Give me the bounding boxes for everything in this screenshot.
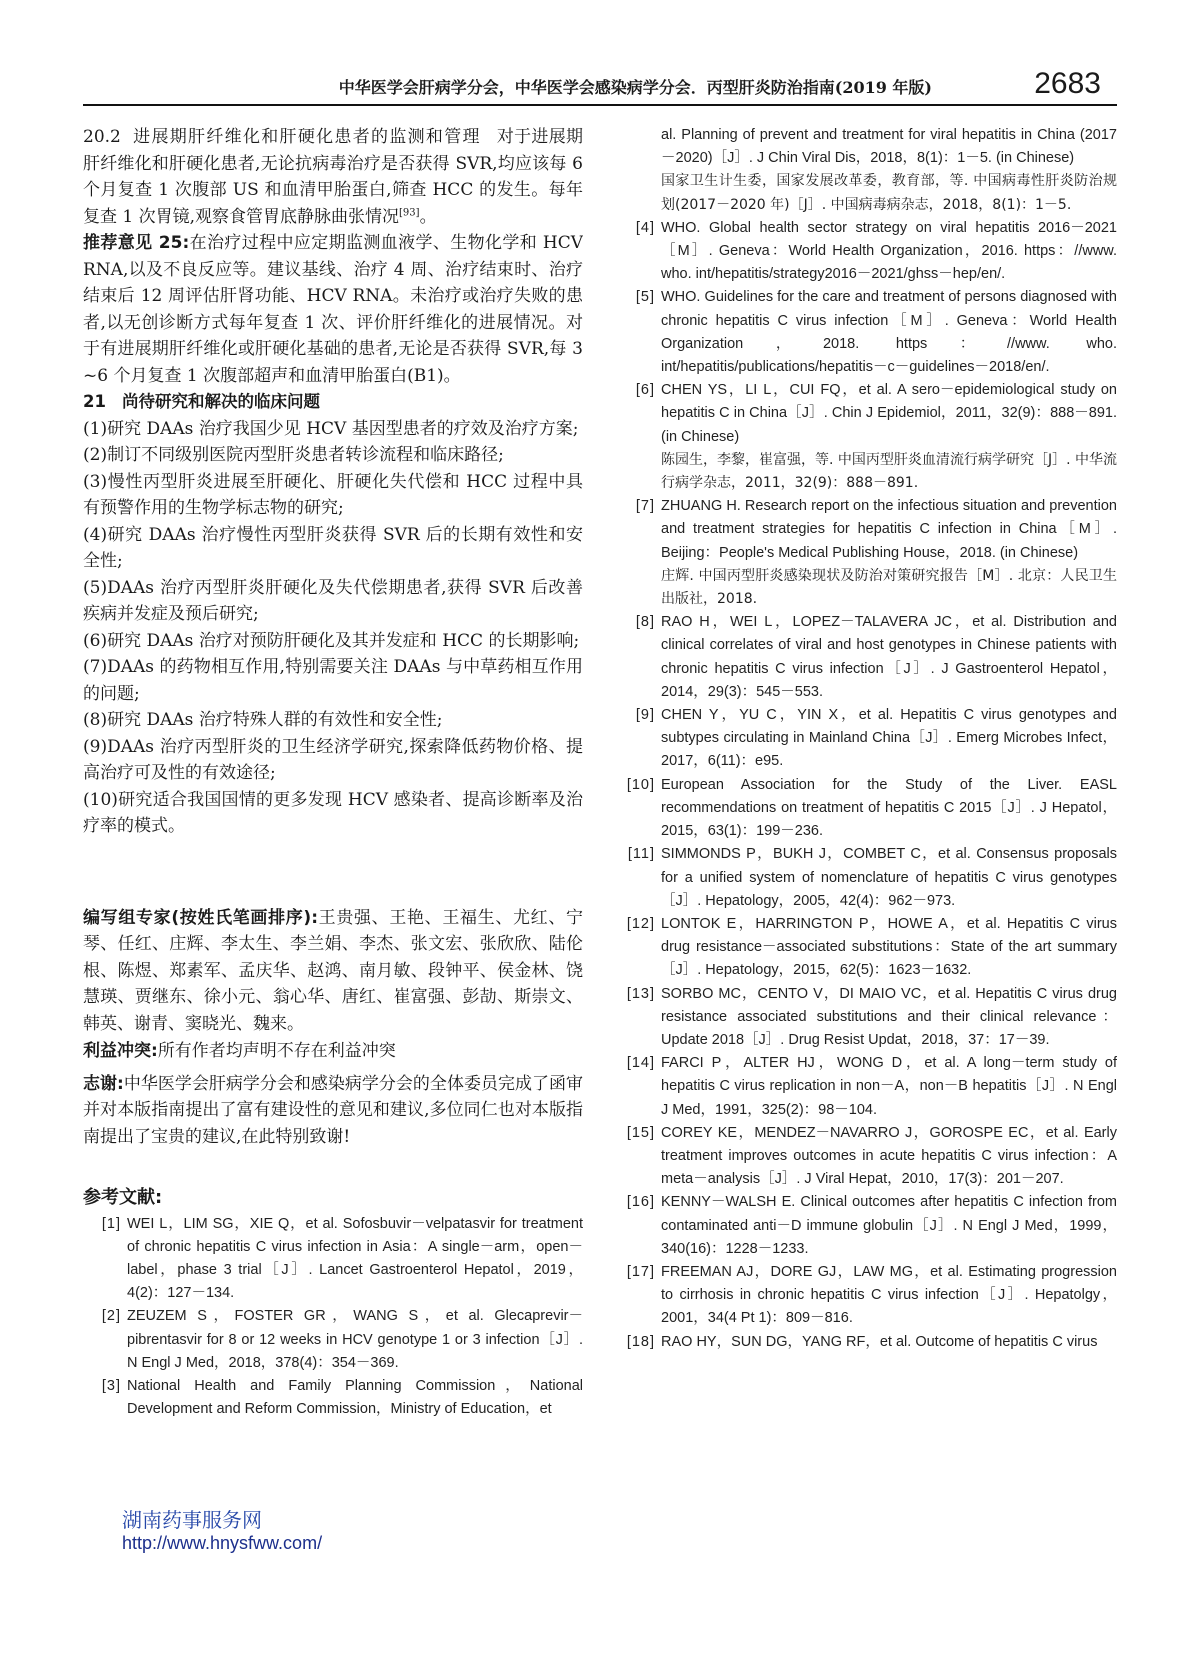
section-body-text: 对于进展期肝纤维化和肝硬化患者,无论抗病毒治疗是否获得 SVR,均应该每 6 个月复查 1 次腹部 US 和血清甲胎蛋白,筛查 HCC 的发生。每年复查 1 次胃镜,观察食管胃底静脉曲张情况 — [83, 127, 583, 227]
reference-text: European Association for the Study of the Liver. EASL recommendations on treatment of hepatitis C 2015［J］. J Hepatol，2015，63(1)：199－236. — [661, 776, 1117, 840]
reference-text-chinese: 陈园生，李黎，崔富强，等. 中国丙型肝炎血清流行病学研究［J］. 中华流行病学杂志，2011，32(9)：888－891. — [661, 451, 1117, 492]
watermark-site-name: 湖南药事服务网 — [122, 1508, 262, 1532]
running-header — [83, 66, 1117, 106]
acknowledgement — [83, 1071, 583, 1151]
reference-text: SORBO MC，CENTO V，DI MAIO VC，et al. Hepatitis C virus drug resistance associated substitutions and their clinical relevance：Update 2018［J］. Drug Resist Updat，2018，37：17－39. — [661, 985, 1117, 1048]
references-list-right — [617, 124, 1117, 1354]
reference-text-chinese: 国家卫生计生委，国家发展改革委，教育部，等. 中国病毒性肝炎防治规划(2017－2020 年)［J］. 中国病毒病杂志，2018，8(1)：1－5. — [661, 173, 1117, 213]
section-title: 尚待研究和解决的临床问题 — [121, 392, 320, 411]
recommendation-paragraph — [83, 230, 583, 389]
reference-item — [617, 913, 1117, 983]
open-question-item: (1)研究 DAAs 治疗我国少见 HCV 基因型患者的疗效及治疗方案; — [83, 418, 579, 439]
reference-item — [617, 1122, 1117, 1192]
references-heading: 参考文献: — [83, 1187, 163, 1208]
references-list-left — [83, 1213, 583, 1422]
reference-number: [17] — [626, 1263, 655, 1280]
reference-item — [83, 1213, 583, 1306]
reference-item — [617, 1191, 1117, 1261]
reference-number: [18] — [626, 1333, 655, 1350]
reference-number: [2] — [101, 1308, 121, 1325]
section-title: 进展期肝纤维化和肝硬化患者的监测和管理 — [132, 127, 481, 147]
authors-paragraph — [83, 905, 583, 1038]
section-20-2-paragraph — [83, 124, 583, 230]
reference-text: CHEN Y，YU C，YIN X，et al. Hepatitis C virus genotypes and subtypes circulating in Mainland China［J］. Emerg Microbes Infect，2017，6(11)：e95. — [661, 707, 1117, 770]
reference-number: [10] — [626, 776, 655, 793]
reference-text: LONTOK E，HARRINGTON P，HOWE A，et al. Hepatitis C virus drug resistance－associated substitutions：State of the art summary［J］. Hepatology，2015，62(5)：1623－1632. — [661, 915, 1117, 979]
reference-item — [83, 1305, 583, 1375]
conflict-label: 利益冲突: — [83, 1041, 158, 1061]
recommendation-label: 推荐意见 25: — [83, 233, 190, 253]
open-question-item: (10)研究适合我国国情的更多发现 HCV 感染者、提高诊断率及治疗率的模式。 — [83, 789, 583, 836]
reference-text: KENNY－WALSH E. Clinical outcomes after hepatitis C infection from contaminated anti－D immune globulin［J］. N Engl J Med，1999，340(16)：1228－1233. — [661, 1194, 1117, 1257]
running-header-title: 中华医学会肝病学分会，中华医学会感染病学分会．丙型肝炎防治指南(2019 年版) — [338, 78, 932, 97]
acknowledgement-label: 志谢: — [83, 1073, 124, 1094]
right-column — [617, 124, 1117, 1354]
open-question-item: (7)DAAs 的药物相互作用,特别需要关注 DAAs 与中草药相互作用的问题; — [83, 657, 583, 704]
reference-item — [617, 1261, 1117, 1331]
reference-item — [617, 1052, 1117, 1122]
open-question-item: (5)DAAs 治疗丙型肝炎肝硬化及失代偿期患者,获得 SVR 后改善疾病并发症及预后研究; — [83, 577, 583, 624]
reference-text-chinese: 庄辉. 中国丙型肝炎感染现状及防治对策研究报告［M］. 北京：人民卫生出版社，2018. — [661, 567, 1117, 608]
reference-number: [1] — [101, 1215, 121, 1232]
open-question-item: (2)制订不同级别医院丙型肝炎患者转诊流程和临床路径; — [83, 445, 504, 465]
section-number: 20.2 — [83, 127, 121, 147]
citation-marker: [93] — [399, 206, 420, 218]
section-number: 21 — [83, 392, 106, 411]
acknowledgement-text: 中华医学会肝病学分会和感染病学分会的全体委员完成了函审并对本版指南提出了富有建设性的意见和建议,多位同仁也对本版指南提出了宝贵的建议,在此特别致谢! — [83, 1073, 583, 1147]
reference-text: FARCI P，ALTER HJ，WONG D，et al. A long－term study of hepatitis C virus replication in non－A，non－B hepatitis［J］. N Engl J Med，1991，325(2)：98－104. — [661, 1055, 1117, 1118]
open-questions-list — [83, 416, 583, 840]
open-question-item: (9)DAAs 治疗丙型肝炎的卫生经济学研究,探索降低药物价格、提高治疗可及性的有效途径; — [83, 736, 583, 783]
page-number: 2683 — [1034, 67, 1101, 100]
open-question-item: (4)研究 DAAs 治疗慢性丙型肝炎获得 SVR 后的长期有效性和安全性; — [83, 524, 583, 571]
reference-text: SIMMONDS P，BUKH J，COMBET C，et al. Consensus proposals for a unified system of nomenclature of hepatitis C virus genotypes［J］. Hepatology，2005，42(4)：962－973. — [661, 846, 1117, 909]
authors-label: 编写组专家(按姓氏笔画排序): — [83, 907, 318, 928]
reference-text: RAO H，WEI L，LOPEZ－TALAVERA JC，et al. Distribution and clinical correlates of viral and host genotypes in Chinese patients with chronic hepatitis C virus infection［J］. J Gastroenterol Hepatol，2014，29(3)：545－553. — [661, 614, 1117, 700]
reference-number: [14] — [626, 1055, 655, 1072]
open-question-item: (8)研究 DAAs 治疗特殊人群的有效性和安全性; — [83, 710, 443, 730]
reference-text: CHEN YS，LI L，CUI FQ，et al. A sero－epidemiological study on hepatitis C in China［J］. Chin J Epidemiol，2011，32(9)：888－891. (in Chinese) — [661, 382, 1117, 445]
reference-number: [6] — [635, 382, 655, 399]
reference-text: WHO. Guidelines for the care and treatment of persons diagnosed with chronic hepatitis C virus infection［M］. Geneva：World Health Organization，2018. https：//www. who. int/hepatitis/publications/hepatitis－c－guidelines－2018/en/. — [661, 289, 1117, 376]
reference-text: COREY KE，MENDEZ－NAVARRO J，GOROSPE EC，et al. Early treatment improves outcomes in acute hepatitis C virus infection：A meta－analysis［J］. J Viral Hepat，2010，17(3)：201－207. — [661, 1124, 1117, 1188]
reference-item — [617, 611, 1117, 704]
reference-text: WEI L，LIM SG，XIE Q，et al. Sofosbuvir－velpatasvir for treatment of chronic hepatitis C virus infection in Asia：A single－arm，open－label，phase 3 trial［J］. Lancet Gastroenterol Hepatol，2019，4(2)：127－134. — [127, 1215, 583, 1302]
reference-item — [617, 379, 1117, 495]
reference-text: ZEUZEM S，FOSTER GR，WANG S，et al. Glecaprevir－pibrentasvir for 8 or 12 weeks in HCV genotype 1 or 3 infection［J］. N Engl J Med，2018，378(4)：354－369. — [127, 1308, 583, 1371]
reference-number: [13] — [626, 985, 655, 1002]
conflict-text: 所有作者均声明不存在利益冲突 — [157, 1041, 396, 1061]
reference-text: ZHUANG H. Research report on the infectious situation and prevention and treatment strategies for hepatitis C infection in China［M］. Beijing：People's Medical Publishing House，2018. (in Chinese) — [661, 498, 1117, 561]
reference-text: RAO HY，SUN DG，YANG RF，et al. Outcome of hepatitis C virus — [661, 1333, 1098, 1350]
reference-number: [9] — [635, 707, 655, 724]
reference-number: [15] — [626, 1124, 655, 1141]
authors-text: 王贵强、王艳、王福生、尤红、宁琴、任红、庄辉、李太生、李兰娟、李杰、张文宏、张欣欣、陆伦根、陈煜、郑素军、孟庆华、赵鸿、南月敏、段钟平、侯金林、饶慧瑛、贾继东、徐小元、翁心华、唐红、崔富强、彭劼、斯崇文、韩英、谢青、窦晓光、魏来。 — [83, 907, 583, 1034]
reference-item — [617, 1331, 1117, 1354]
left-column — [83, 124, 583, 1421]
reference-item — [617, 704, 1117, 774]
reference-item — [617, 217, 1117, 287]
reference-number: [11] — [627, 846, 655, 863]
reference-number: [3] — [101, 1377, 121, 1394]
reference-item — [617, 774, 1117, 844]
sentence-end: 。 — [419, 206, 437, 227]
section-21-heading — [83, 389, 583, 416]
reference-item — [83, 1375, 583, 1421]
reference-number: [8] — [635, 614, 655, 631]
reference-text: al. Planning of prevent and treatment for viral hepatitis in China (2017－2020)［J］. J Chin Viral Dis，2018，8(1)：1－5. (in Chinese) — [661, 127, 1117, 167]
reference-number: [12] — [626, 915, 655, 932]
watermark-url: http://www.hnysfww.com/ — [122, 1533, 323, 1553]
reference-item — [617, 983, 1117, 1053]
reference-item — [617, 286, 1117, 379]
open-question-item: (6)研究 DAAs 治疗对预防肝硬化及其并发症和 HCC 的长期影响; — [83, 630, 580, 651]
reference-number: [16] — [626, 1194, 655, 1211]
reference-item — [617, 124, 1117, 217]
reference-number: [4] — [635, 219, 655, 236]
reference-item — [617, 843, 1117, 913]
reference-number: [5] — [635, 289, 655, 306]
reference-number: [7] — [635, 498, 655, 515]
open-question-item: (3)慢性丙型肝炎进展至肝硬化、肝硬化失代偿和 HCC 过程中具有预警作用的生物学标志物的研究; — [83, 471, 583, 518]
site-watermark — [122, 1508, 322, 1554]
conflict-of-interest — [83, 1038, 583, 1065]
recommendation-text: 在治疗过程中应定期监测血液学、生物化学和 HCV RNA,以及不良反应等。建议基线、治疗 4 周、治疗结束时、治疗结束后 12 周评估肝肾功能、HCV RNA。未治疗或治疗失败的患者,以无创诊断方式每年复查 1 次、评价肝纤维化的进展情况。对于有进展期肝纤维化或肝硬化基础的患者,无论是否获得 SVR,每 3 ~6 个月复查 1 次腹部超声和血清甲胎蛋白(B1)。 — [83, 233, 583, 386]
reference-item — [617, 495, 1117, 611]
reference-text: WHO. Global health sector strategy on viral hepatitis 2016－2021［M］. Geneva：World Health Organization，2016. https：//www. who. int/hepatitis/strategy2016－2021/ghss－hep/en/. — [661, 219, 1117, 283]
reference-text: National Health and Family Planning Commission，National Development and Reform Commission，Ministry of Education，et — [127, 1377, 583, 1418]
reference-text: FREEMAN AJ，DORE GJ，LAW MG，et al. Estimating progression to cirrhosis in chronic hepatitis C virus infection［J］. Hepatolgy，2001，34(4 Pt 1)：809－816. — [661, 1263, 1117, 1327]
